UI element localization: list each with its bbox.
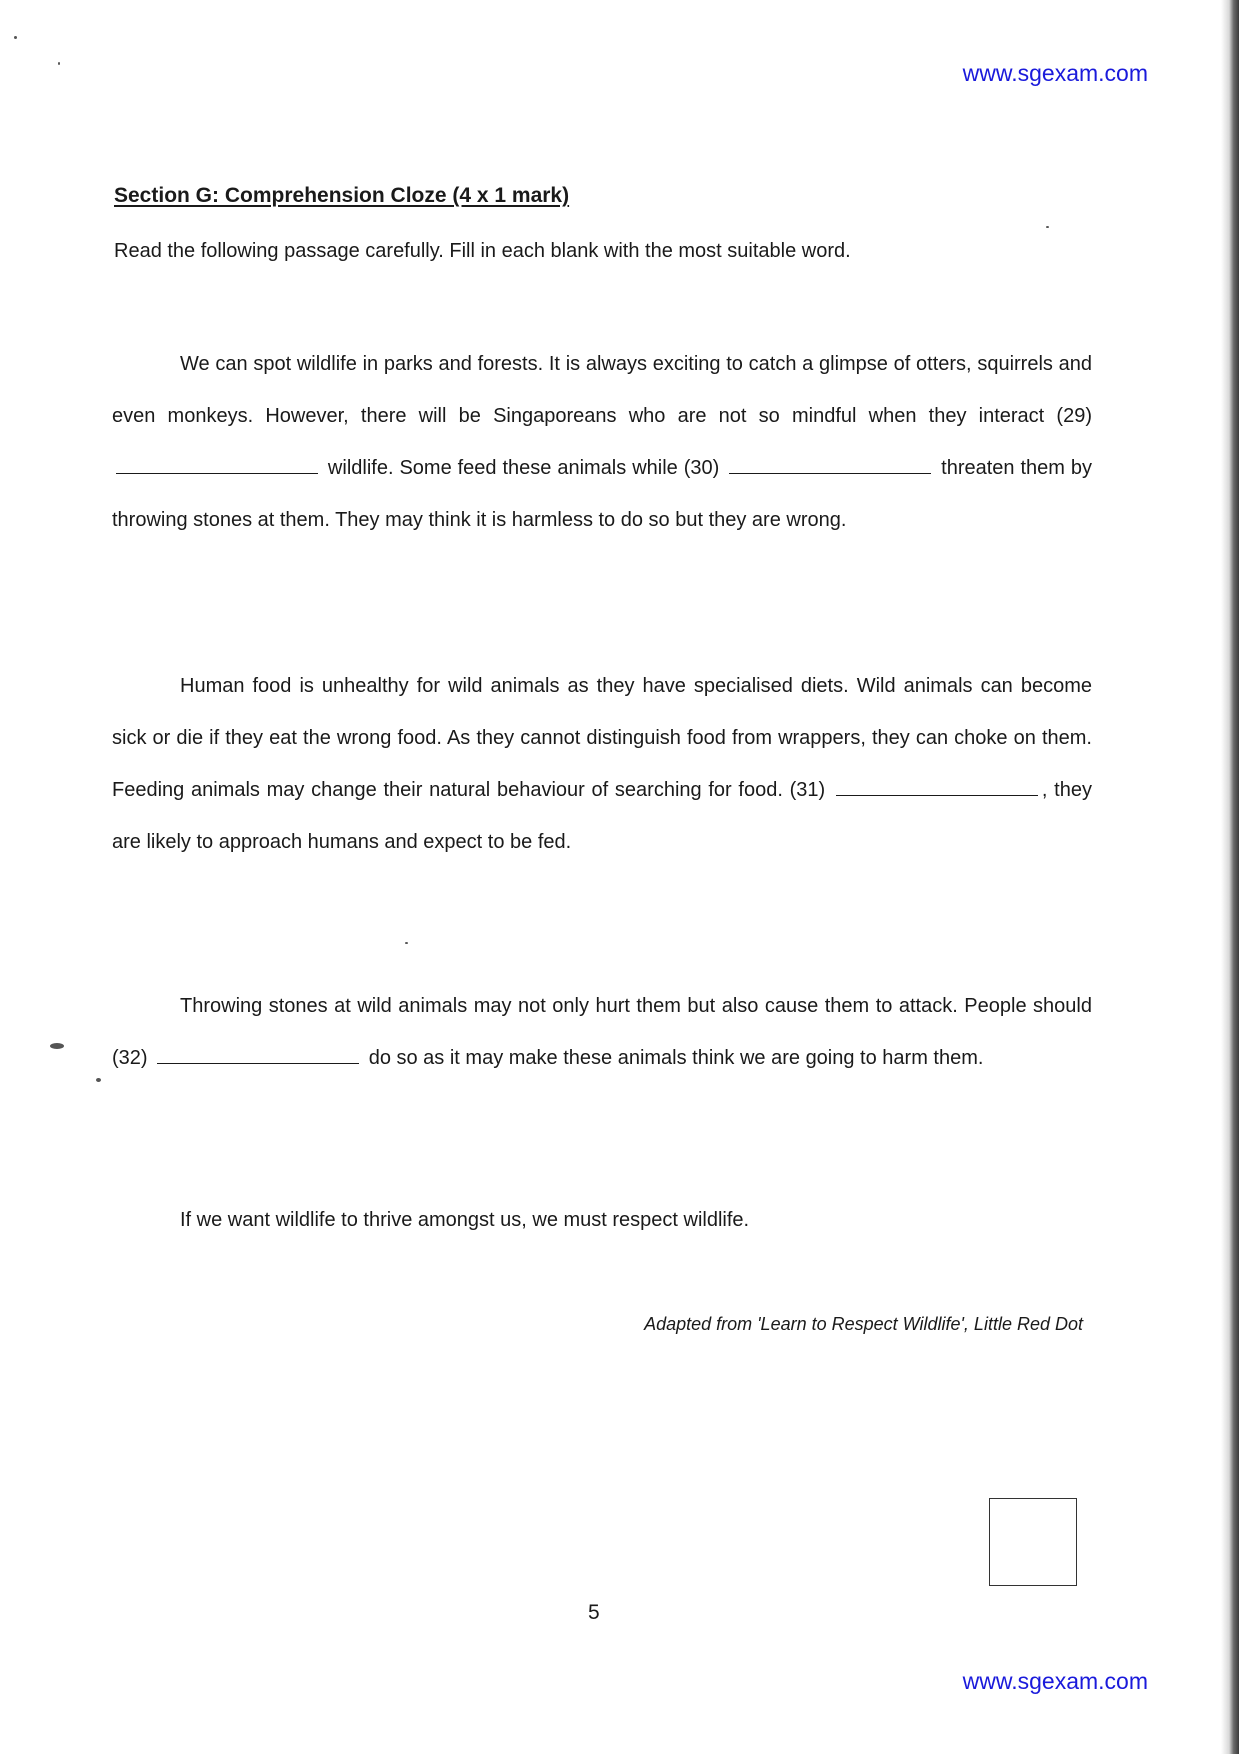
passage-text: , they are likely to approach humans and expect to be fed. — [112, 779, 1092, 853]
scan-edge-shadow — [1221, 0, 1239, 1754]
passage-paragraph-4 — [112, 1194, 1092, 1246]
passage-paragraph-2 — [112, 660, 1092, 868]
answer-blank-31[interactable] — [836, 777, 1038, 796]
scan-speck — [405, 942, 408, 944]
page-number: 5 — [588, 1601, 600, 1624]
passage-text: Human food is unhealthy for wild animals as they have specialised diets. Wild animals can become sick or die if they eat the wrong food. As they cannot distinguish food from wrappers, they can choke on them. Feeding animals may change their natural behaviour of searching for food. — [112, 675, 1092, 801]
section-heading: Section G: Comprehension Cloze (4 x 1 mark) — [114, 184, 570, 207]
score-box — [989, 1498, 1077, 1586]
passage-text: threaten them by throwing stones at them. They may think it is harmless to do so but they are wrong. — [112, 457, 1092, 531]
passage-text: We can spot wildlife in parks and forests. It is always exciting to catch a glimpse of otters, squirrels and even monkeys. However, there will be Singaporeans who are not so mindful when they interact — [112, 353, 1092, 427]
passage-text: wildlife. Some feed these animals while — [322, 457, 684, 479]
question-number-30: (30) — [683, 457, 720, 479]
question-number-29: (29) — [1056, 405, 1092, 427]
answer-blank-32[interactable] — [157, 1045, 359, 1064]
header-site-link[interactable]: www.sgexam.com — [962, 60, 1148, 86]
scan-speck — [50, 1043, 64, 1049]
answer-blank-30[interactable] — [729, 455, 931, 474]
question-number-31: (31) — [789, 779, 826, 801]
question-number-32: (32) — [112, 1047, 148, 1069]
instructions: Read the following passage carefully. Fill in each blank with the most suitable word. — [114, 240, 851, 262]
passage-text: do so as it may make these animals think we are going to harm them. — [363, 1047, 984, 1069]
answer-blank-29[interactable] — [116, 455, 318, 474]
scan-speck — [96, 1078, 101, 1082]
passage-text: Throwing stones at wild animals may not only hurt them but also cause them to attack. People should — [180, 995, 1092, 1017]
source-credit: Adapted from 'Learn to Respect Wildlife', Little Red Dot — [644, 1314, 1083, 1334]
passage-paragraph-3 — [112, 980, 1092, 1084]
passage-paragraph-1 — [112, 338, 1092, 546]
scan-speck — [58, 62, 60, 65]
scan-speck — [1046, 226, 1049, 228]
footer-site-link[interactable]: www.sgexam.com — [962, 1668, 1148, 1694]
passage-text: If we want wildlife to thrive amongst us, we must respect wildlife. — [180, 1209, 750, 1231]
scan-speck — [14, 36, 17, 39]
